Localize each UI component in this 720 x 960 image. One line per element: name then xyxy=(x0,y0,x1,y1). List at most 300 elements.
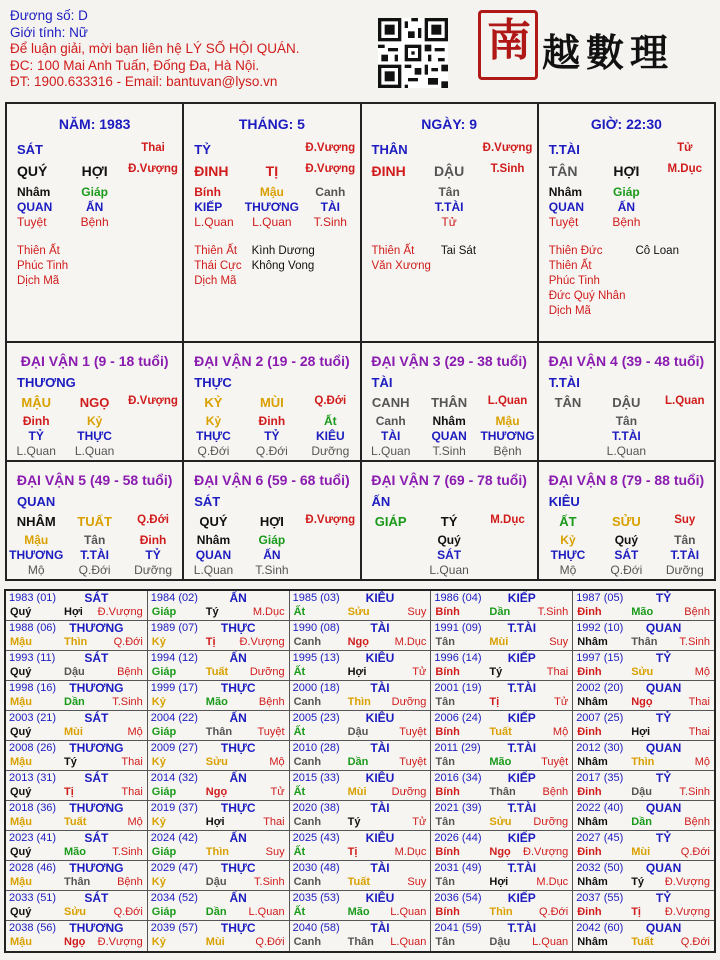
hidden-god: QUAN xyxy=(431,429,467,443)
hidden-god: QUAN xyxy=(548,200,585,214)
shen-sha xyxy=(635,259,714,274)
hidden-stem: Đinh xyxy=(139,533,167,547)
hidden-god: T.TÀI xyxy=(80,548,109,562)
year-stem: Nhâm xyxy=(577,696,608,708)
year-label: 1988 (06) xyxy=(9,622,57,634)
year-ten-god: ẤN xyxy=(229,891,247,905)
stem: QUÝ xyxy=(199,514,228,529)
hidden-stem: Giáp xyxy=(81,185,108,199)
year-cell[interactable] xyxy=(148,741,290,770)
year-cell[interactable] xyxy=(290,921,432,951)
year-ten-god: THƯƠNG xyxy=(69,861,124,875)
dai-van-title: ĐẠI VẬN 1 (9 - 18 tuổi) xyxy=(20,353,169,369)
table-row xyxy=(6,891,714,921)
stage: Đ.Vượng xyxy=(305,514,356,526)
dai-van-ten-god: TÀI xyxy=(371,375,393,390)
hidden-stage: Q.Đới xyxy=(255,444,288,458)
shen-sha xyxy=(635,274,714,289)
hidden-god xyxy=(539,429,597,444)
year-label: 2028 (46) xyxy=(9,862,57,874)
year-cell[interactable] xyxy=(290,891,432,920)
dai-van-hidden-god xyxy=(362,429,537,444)
year-ten-god: TỶ xyxy=(655,651,672,665)
dai-van-hidden-stage xyxy=(184,563,359,578)
year-ten-god: KIÊU xyxy=(365,711,395,725)
hidden-stem: Canh xyxy=(375,414,406,428)
year-label: 2036 (54) xyxy=(434,892,482,904)
year-cell[interactable] xyxy=(148,651,290,680)
year-label: 2000 (18) xyxy=(292,682,340,694)
year-cell[interactable] xyxy=(431,771,573,800)
year-stem: Tân xyxy=(435,636,455,648)
year-branch: Tý xyxy=(489,666,503,678)
year-stage: Q.Đới xyxy=(538,906,569,918)
subject-name: Đương số: D xyxy=(10,8,88,23)
year-stage: Đ.Vượng xyxy=(664,906,710,918)
year-stem: Ất xyxy=(293,846,306,858)
year-stem: Giáp xyxy=(151,666,177,678)
year-cell[interactable] xyxy=(431,921,573,951)
year-label: 2035 (53) xyxy=(292,892,340,904)
year-ten-god: TÀI xyxy=(370,621,390,635)
year-cell[interactable] xyxy=(573,771,714,800)
year-cell[interactable] xyxy=(573,621,714,650)
year-stage: Q.Đới xyxy=(113,636,143,648)
year-stem: Nhâm xyxy=(577,756,608,768)
hidden-god: SÁT xyxy=(614,548,639,562)
hidden-stage xyxy=(478,563,536,578)
year-stem: Kỷ xyxy=(151,696,166,708)
year-cell[interactable] xyxy=(573,891,714,920)
shen-sha xyxy=(78,259,182,274)
year-stage: Q.Đới xyxy=(680,936,710,948)
year-ten-god: KIẾP xyxy=(507,711,536,725)
pillar-ten-god-row xyxy=(539,142,714,157)
dai-van-cell[interactable] xyxy=(362,462,539,579)
year-label: 1986 (04) xyxy=(434,592,482,604)
dai-van-cell[interactable] xyxy=(184,462,361,579)
stage: L.Quan xyxy=(487,395,528,407)
year-cell[interactable] xyxy=(148,591,290,620)
year-stage: T.Sinh xyxy=(679,636,710,648)
year-label: 2001 (19) xyxy=(434,682,482,694)
hidden-stage xyxy=(656,444,714,459)
year-stage: Tử xyxy=(412,666,427,678)
year-cell[interactable] xyxy=(6,681,148,710)
year-cell[interactable] xyxy=(431,831,573,860)
hidden-stage xyxy=(124,444,182,459)
stem: KỶ xyxy=(204,395,223,410)
year-label: 2017 (35) xyxy=(576,772,624,784)
hidden-stage: Bệnh xyxy=(80,215,109,229)
hidden-stem: Canh xyxy=(315,185,346,199)
hidden-god: SÁT xyxy=(437,548,462,562)
year-label: 2042 (60) xyxy=(576,922,624,934)
year-cell[interactable] xyxy=(573,861,714,890)
year-stem: Giáp xyxy=(151,786,177,798)
hidden-stem: Bính xyxy=(194,185,221,199)
year-cell[interactable] xyxy=(148,861,290,890)
year-cell[interactable] xyxy=(573,681,714,710)
qr-code-icon[interactable] xyxy=(378,18,448,88)
dai-van-title: ĐẠI VẬN 8 (79 - 88 tuổi) xyxy=(548,472,705,488)
dai-van-ten-god: T.TÀI xyxy=(548,375,580,390)
year-label: 2025 (43) xyxy=(292,832,340,844)
year-cell[interactable] xyxy=(431,741,573,770)
year-stem: Kỷ xyxy=(151,756,166,768)
year-ten-god: TÀI xyxy=(370,741,390,755)
dai-van-hidden-god xyxy=(539,429,714,444)
year-stage: T.Sinh xyxy=(254,876,285,888)
hidden-stage: T.Sinh xyxy=(255,563,289,577)
year-label: 2041 (59) xyxy=(434,922,482,934)
year-stem: Nhâm xyxy=(577,816,608,828)
year-stage: Tử xyxy=(270,786,285,798)
year-stem: Ất xyxy=(293,906,306,918)
year-stem: Quý xyxy=(10,666,32,678)
hidden-god: ẤN xyxy=(263,548,281,562)
year-ten-god: KIÊU xyxy=(365,891,395,905)
year-cell[interactable] xyxy=(290,741,432,770)
year-cell[interactable] xyxy=(6,771,148,800)
year-ten-god: THƯƠNG xyxy=(69,741,124,755)
dai-van-stem-branch xyxy=(7,395,182,410)
shen-sha: Đức Quý Nhân xyxy=(548,290,626,302)
hidden-stage: L.Quan xyxy=(606,444,647,458)
year-label: 2013 (31) xyxy=(9,772,57,784)
year-stem: Canh xyxy=(293,696,322,708)
dai-van-hidden-god xyxy=(184,548,359,563)
year-stage: Thai xyxy=(688,726,710,738)
hidden-stage xyxy=(362,215,420,230)
year-stage: M.Dục xyxy=(394,636,427,648)
shen-sha xyxy=(78,244,182,259)
shen-sha: Văn Xương xyxy=(371,260,431,272)
year-cell[interactable] xyxy=(290,801,432,830)
year-stem: Ất xyxy=(293,726,306,738)
year-cell[interactable] xyxy=(148,921,290,951)
hidden-god xyxy=(478,200,536,215)
shen-sha: Thái Cực xyxy=(194,260,242,272)
year-cell[interactable] xyxy=(6,621,148,650)
year-stem: Kỷ xyxy=(151,816,166,828)
hidden-stem: Giáp xyxy=(613,185,640,199)
year-stem: Canh xyxy=(293,756,322,768)
year-cell[interactable] xyxy=(6,651,148,680)
year-cell[interactable] xyxy=(6,891,148,920)
shen-sha-list xyxy=(7,244,182,289)
year-cell[interactable] xyxy=(148,771,290,800)
year-stage: L.Quan xyxy=(390,906,427,918)
pillar-cell xyxy=(539,104,714,343)
year-label: 2003 (21) xyxy=(9,712,57,724)
stage: Đ.Vượng xyxy=(305,163,356,175)
year-cell[interactable] xyxy=(573,651,714,680)
year-cell[interactable] xyxy=(148,711,290,740)
year-label: 2038 (56) xyxy=(9,922,57,934)
year-branch: Mùi xyxy=(347,786,367,798)
year-label: 2032 (50) xyxy=(576,862,624,874)
year-stage: Tuyệt xyxy=(399,756,427,768)
address: ĐC: 100 Mai Anh Tuấn, Đống Đa, Hà Nội. xyxy=(10,57,260,73)
year-stem: Tân xyxy=(435,936,455,948)
year-ten-god: T.TÀI xyxy=(507,741,537,755)
year-stem: Ất xyxy=(293,786,306,798)
dai-van-hidden xyxy=(184,533,359,548)
year-stem: Canh xyxy=(293,936,322,948)
dai-van-cell[interactable] xyxy=(539,343,714,462)
year-branch: Thân xyxy=(631,636,658,648)
dai-van-ten-god: THỰC xyxy=(194,375,232,390)
shen-sha xyxy=(252,274,360,289)
shen-sha: Dịch Mã xyxy=(194,275,237,287)
hidden-stem xyxy=(478,185,536,200)
year-label: 1985 (03) xyxy=(292,592,340,604)
year-stem: Mậu xyxy=(10,936,32,948)
year-branch: Ngọ xyxy=(631,696,653,708)
year-branch: Dậu xyxy=(489,936,511,948)
dai-van-title: ĐẠI VẬN 3 (29 - 38 tuổi) xyxy=(371,353,527,369)
year-branch: Thìn xyxy=(205,846,230,858)
year-branch: Sửu xyxy=(489,816,512,828)
logo xyxy=(478,10,714,82)
year-cell[interactable] xyxy=(6,861,148,890)
year-cell[interactable] xyxy=(431,681,573,710)
year-branch: Tý xyxy=(205,606,219,618)
year-branch: Sửu xyxy=(64,906,87,918)
year-cell[interactable] xyxy=(431,591,573,620)
year-label: 2029 (47) xyxy=(150,862,198,874)
year-ten-god: ẤN xyxy=(229,651,247,665)
hidden-stem: Quý xyxy=(614,533,639,547)
hidden-stage: L.Quan xyxy=(16,444,56,458)
hidden-god: T.TÀI xyxy=(612,429,641,443)
year-cell[interactable] xyxy=(290,861,432,890)
hidden-stem xyxy=(362,533,420,548)
stem: ĐINH xyxy=(371,163,406,179)
dai-van-hidden-god xyxy=(7,429,182,444)
year-ten-god: TỶ xyxy=(655,771,672,785)
year-cell[interactable] xyxy=(148,621,290,650)
year-cell[interactable] xyxy=(148,831,290,860)
stage: Thai xyxy=(141,142,165,154)
year-cell[interactable] xyxy=(6,801,148,830)
dai-van-title: ĐẠI VẬN 2 (19 - 28 tuổi) xyxy=(194,353,350,369)
chart-grid xyxy=(5,102,716,581)
year-cell[interactable] xyxy=(290,711,432,740)
hidden-stems xyxy=(184,185,359,200)
year-cell[interactable] xyxy=(431,891,573,920)
year-stem: Bính xyxy=(435,846,460,858)
year-cell[interactable] xyxy=(6,831,148,860)
year-stem: Nhâm xyxy=(577,936,608,948)
stage: Tử xyxy=(677,142,693,154)
year-branch: Dậu xyxy=(205,876,227,888)
year-cell[interactable] xyxy=(290,591,432,620)
year-stem: Kỷ xyxy=(151,936,166,948)
year-label: 2040 (58) xyxy=(292,922,340,934)
branch: TUẤT xyxy=(77,514,112,529)
hidden-stage: Mộ xyxy=(27,563,45,577)
year-stage: Mộ xyxy=(694,756,710,768)
year-ten-god: SÁT xyxy=(84,771,109,785)
year-stage: Tuyệt xyxy=(399,726,427,738)
year-ten-god: KIÊU xyxy=(365,771,395,785)
pillar-ten-god-row xyxy=(362,142,537,157)
stage: Q.Đới xyxy=(137,514,169,526)
year-stem: Giáp xyxy=(151,726,177,738)
year-cell[interactable] xyxy=(148,801,290,830)
year-cell[interactable] xyxy=(290,831,432,860)
stem: TÂN xyxy=(554,395,582,410)
dai-van-cell[interactable] xyxy=(184,343,361,462)
year-ten-god: QUAN xyxy=(645,681,682,695)
hidden-stages xyxy=(539,215,714,230)
year-cell[interactable] xyxy=(573,921,714,951)
year-ten-god: KIẾP xyxy=(507,651,536,665)
year-branch: Ngọ xyxy=(64,936,86,948)
year-cell[interactable] xyxy=(6,591,148,620)
stem: ẤT xyxy=(559,514,577,529)
dai-van-cell[interactable] xyxy=(7,343,184,462)
year-cell[interactable] xyxy=(431,621,573,650)
year-ten-god: THỰC xyxy=(220,621,256,635)
year-stem: Ất xyxy=(293,666,306,678)
hidden-stem xyxy=(362,185,420,200)
year-branch: Sửu xyxy=(631,666,654,678)
hidden-god: THỰC xyxy=(550,548,586,562)
branch: HỢI xyxy=(613,163,640,179)
branch: NGỌ xyxy=(79,395,110,410)
year-ten-god: THƯƠNG xyxy=(69,621,124,635)
dai-van-title: ĐẠI VẬN 4 (39 - 48 tuổi) xyxy=(548,353,705,369)
year-cell[interactable] xyxy=(6,711,148,740)
year-cell[interactable] xyxy=(573,831,714,860)
year-branch: Hợi xyxy=(489,876,509,888)
hidden-god: TỶ xyxy=(264,429,280,443)
year-stage: Q.Đới xyxy=(255,936,285,948)
year-ten-god: TÀI xyxy=(370,681,390,695)
year-cell[interactable] xyxy=(290,621,432,650)
stem: MẬU xyxy=(21,395,51,410)
hidden-stem: Tân xyxy=(615,414,638,428)
year-branch: Ngọ xyxy=(347,636,369,648)
year-ten-god: T.TÀI xyxy=(507,801,537,815)
year-stage: Q.Đới xyxy=(113,906,143,918)
stage: Đ.Vượng xyxy=(482,142,533,154)
year-cell[interactable] xyxy=(573,741,714,770)
dai-van-cell[interactable] xyxy=(7,462,184,579)
year-label: 2012 (30) xyxy=(576,742,624,754)
year-cell[interactable] xyxy=(6,921,148,951)
year-label: 1994 (12) xyxy=(150,652,198,664)
dai-van-cell[interactable] xyxy=(362,343,539,462)
year-label: 2033 (51) xyxy=(9,892,57,904)
year-stem: Tân xyxy=(435,696,455,708)
hidden-stages xyxy=(362,215,537,230)
year-branch: Tuất xyxy=(64,816,87,828)
year-cell[interactable] xyxy=(290,771,432,800)
hidden-stage: T.Sinh xyxy=(313,215,347,229)
year-cell[interactable] xyxy=(573,801,714,830)
hidden-god: QUAN xyxy=(17,200,53,214)
hidden-god: THƯƠNG xyxy=(480,429,535,443)
year-cell[interactable] xyxy=(431,801,573,830)
hidden-stem: Kỷ xyxy=(560,533,576,547)
year-stage: M.Dục xyxy=(536,876,569,888)
year-branch: Thân xyxy=(489,786,516,798)
pillar-ten-god-row xyxy=(184,142,359,157)
hidden-god xyxy=(124,200,182,215)
hidden-god xyxy=(478,548,536,563)
year-branch: Dậu xyxy=(347,726,369,738)
hidden-stem xyxy=(656,414,714,429)
hidden-stages xyxy=(7,215,182,230)
hidden-stem: Mậu xyxy=(259,185,284,199)
year-cell[interactable] xyxy=(148,681,290,710)
dai-van-hidden-stage xyxy=(362,444,537,459)
year-cell[interactable] xyxy=(290,651,432,680)
year-branch: Tuất xyxy=(205,666,229,678)
dai-van-ten-god: QUAN xyxy=(17,494,56,509)
stem: ĐINH xyxy=(194,163,229,179)
hidden-stage: Mộ xyxy=(559,563,577,577)
year-cell[interactable] xyxy=(431,861,573,890)
year-cell[interactable] xyxy=(431,651,573,680)
year-ten-god: THƯƠNG xyxy=(69,801,124,815)
year-branch: Tị xyxy=(489,696,500,708)
year-stage: M.Dục xyxy=(252,606,285,618)
phone-email: ĐT: 1900.633316 - Email: bantuvan@lyso.vn xyxy=(10,74,278,89)
year-stage: Bệnh xyxy=(684,606,710,618)
year-stem: Kỷ xyxy=(151,636,166,648)
year-label: 2023 (41) xyxy=(9,832,57,844)
year-cell[interactable] xyxy=(6,741,148,770)
year-label: 1992 (10) xyxy=(576,622,624,634)
year-cell[interactable] xyxy=(573,591,714,620)
dai-van-hidden xyxy=(7,533,182,548)
dai-van-hidden xyxy=(539,533,714,548)
shen-sha: Dịch Mã xyxy=(548,305,591,317)
hidden-stage: L.Quan xyxy=(252,215,292,229)
hidden-god: THƯƠNG xyxy=(9,548,64,562)
year-cell[interactable] xyxy=(148,891,290,920)
year-branch: Ngọ xyxy=(205,786,228,798)
shen-sha xyxy=(78,274,182,289)
dai-van-cell[interactable] xyxy=(539,462,714,579)
year-cell[interactable] xyxy=(290,681,432,710)
branch: TÝ xyxy=(440,514,458,529)
year-ten-god: QUAN xyxy=(645,741,682,755)
dai-van-hidden xyxy=(184,414,359,429)
year-branch: Tị xyxy=(631,906,641,918)
hidden-stem xyxy=(301,533,359,548)
year-stem: Bính xyxy=(435,726,460,738)
hidden-stage: L.Quan xyxy=(193,563,234,577)
hidden-gods xyxy=(7,200,182,215)
year-ten-god: SÁT xyxy=(84,831,109,845)
year-cell[interactable] xyxy=(573,711,714,740)
pillar-title: THÁNG: 5 xyxy=(238,116,305,132)
year-ten-god: ẤN xyxy=(229,771,247,785)
year-cell[interactable] xyxy=(431,711,573,740)
hidden-stage xyxy=(478,215,536,230)
shen-sha: Thiên Ất xyxy=(194,245,238,257)
dai-van-hidden xyxy=(539,414,714,429)
dai-van-stem-branch xyxy=(539,395,714,410)
shen-sha-list xyxy=(362,244,537,274)
year-branch: Mùi xyxy=(64,726,83,738)
